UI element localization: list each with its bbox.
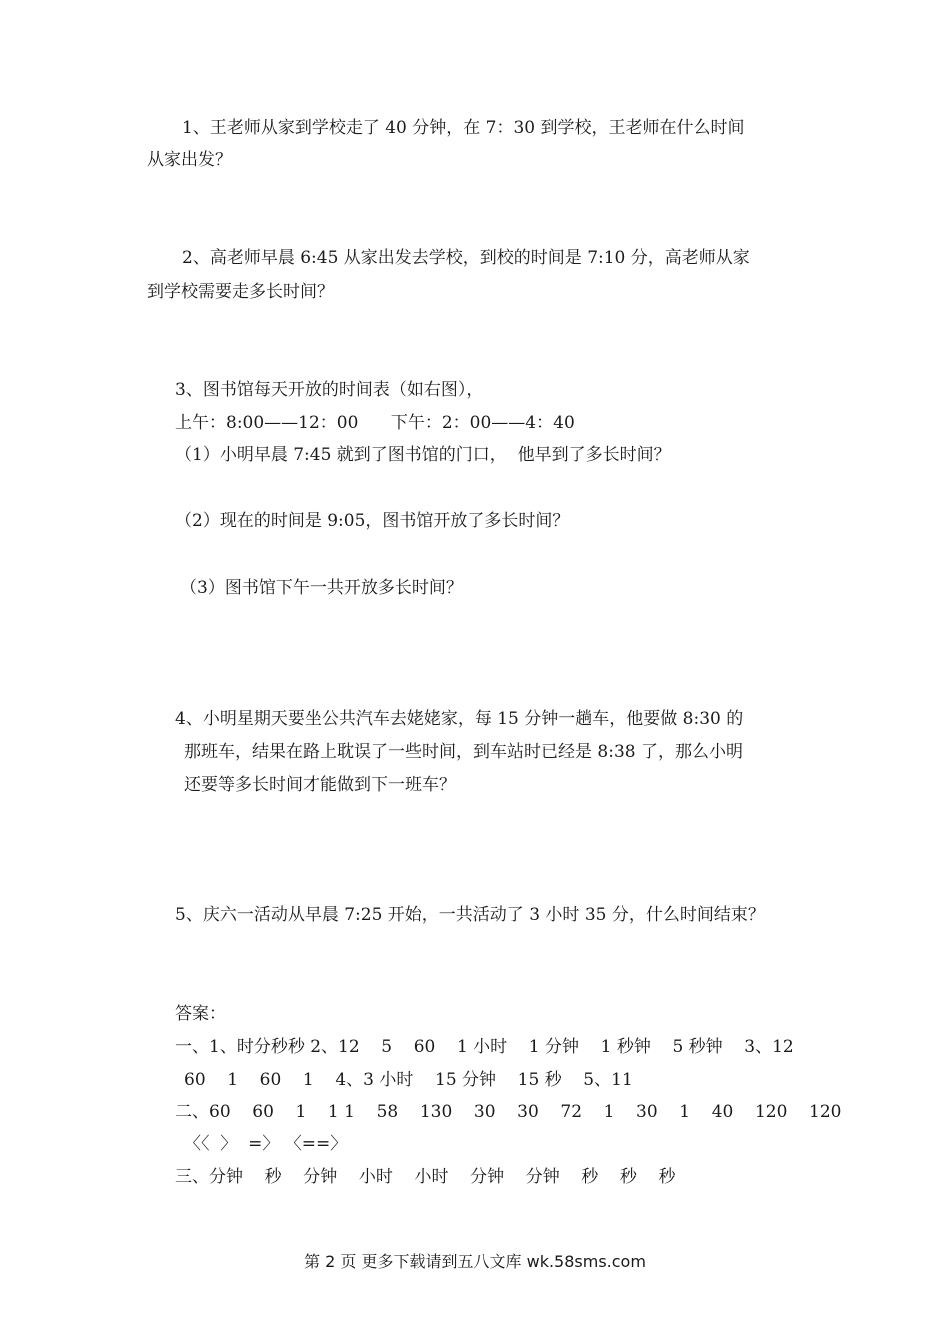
- question-4-line-1: 4、小明星期天要坐公共汽车去姥姥家，每 15 分钟一趟车，他要做 8:30 的: [175, 709, 744, 729]
- question-5-line-1: 5、庆六一活动从早晨 7:25 开始，一共活动了 3 小时 35 分，什么时间结束？: [175, 905, 765, 925]
- answers-line-3: 二、60 60 1 1 1 58 130 30 30 72 1 30 1 40 120 120: [175, 1102, 842, 1122]
- question-4-line-3: 还要等多长时间才能做到下一班车？: [184, 775, 456, 795]
- question-3-schedule: 上午：8:00——12：00 下午：2：00——4：40: [175, 413, 575, 433]
- question-4-line-2: 那班车，结果在路上耽误了一些时间，到车站时已经是 8:38 了，那么小明: [184, 742, 743, 762]
- question-3-sub-2: （2）现在的时间是 9:05，图书馆开放了多长时间？: [175, 511, 570, 531]
- answers-line-4: 〈〈 〉 =〉 〈==〉: [184, 1134, 348, 1154]
- answers-line-5: 三、分钟 秒 分钟 小时 小时 分钟 分钟 秒 秒 秒: [175, 1167, 676, 1187]
- question-2-line-2: 到学校需要走多长时间？: [147, 282, 334, 302]
- question-3-sub-3: （3）图书馆下午一共开放多长时间？: [180, 578, 463, 598]
- question-1-line-1: 1、王老师从家到学校走了 40 分钟，在 7：30 到学校，王老师在什么时间: [182, 118, 745, 138]
- question-3-intro: 3、图书馆每天开放的时间表（如右图），: [175, 380, 484, 400]
- answers-heading: 答案：: [175, 1004, 226, 1024]
- answers-line-2: 60 1 60 1 4、3 小时 15 分钟 15 秒 5、11: [184, 1070, 633, 1090]
- page-footer: 第 2 页 更多下载请到五八文库 wk.58sms.com: [304, 1252, 646, 1271]
- question-1-line-2: 从家出发？: [147, 150, 232, 170]
- question-3-sub-1: （1）小明早晨 7:45 就到了图书馆的门口， 他早到了多长时间？: [175, 445, 671, 465]
- question-2-line-1: 2、高老师早晨 6:45 从家出发去学校，到校的时间是 7:10 分，高老师从家: [182, 248, 750, 268]
- answers-line-1: 一、1、时分秒秒 2、12 5 60 1 小时 1 分钟 1 秒钟 5 秒钟 3、12: [175, 1037, 794, 1057]
